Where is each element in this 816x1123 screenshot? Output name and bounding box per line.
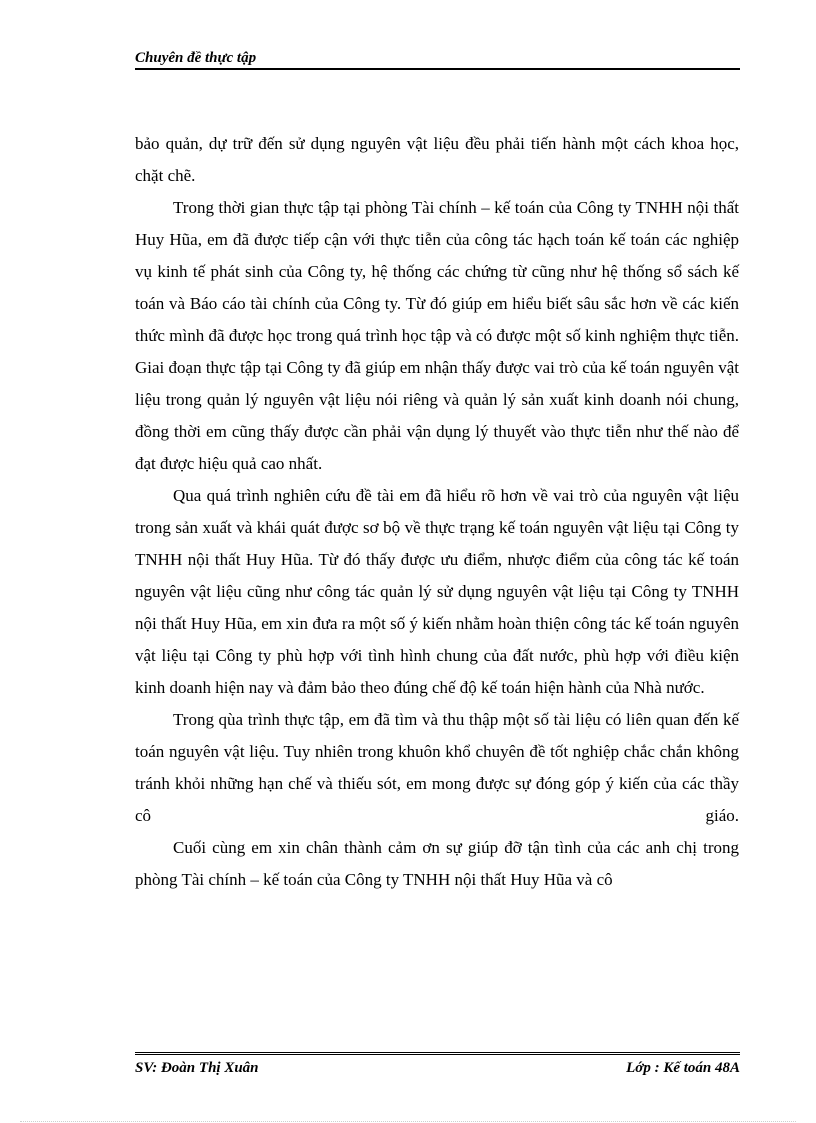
paragraph-internship: Trong thời gian thực tập tại phòng Tài chính – kế toán của Công ty TNHH nội thất Huy Hũa, em đã được tiếp cận với thực tiễn của công tác hạch toán kế toán các nghiệp vụ kinh tế phát sinh của Công ty, hệ thống các chứng từ cũng như hệ thống sổ sách kế toán và Báo cáo tài chính của Công ty. Từ đó giúp em hiểu biết sâu sắc hơn về các kiến thức mình đã được học trong quá trình học tập và có được một số kinh nghiệm thực tiễn. Giai đoạn thực tập tại Công ty đã giúp em nhận thấy được vai trò của kế toán nguyên vật liệu trong quản lý nguyên vật liệu nói riêng và quản lý sản xuất kinh doanh nói chung, đồng thời em cũng thấy được cần phải vận dụng lý thuyết vào thực tiễn như thế nào để đạt được hiệu quả cao nhất. — [135, 198, 739, 473]
paragraph-research: Qua quá trình nghiên cứu đề tài em đã hiểu rõ hơn về vai trò của nguyên vật liệu trong sản xuất và khái quát được sơ bộ về thực trạng kế toán nguyên vật liệu tại Công ty TNHH nội thất Huy Hũa. Từ đó thấy được ưu điểm, nhược điểm của công tác kế toán nguyên vật liệu cũng như công tác quản lý sử dụng nguyên vật liệu tại Công ty TNHH nội thất Huy Hũa, em xin đưa ra một số ý kiến nhằm hoàn thiện công tác kế toán nguyên vật liệu tại Công ty phù hợp với tình hình chung của đất nước, phù hợp với điều kiện kinh doanh hiện nay và đảm bảo theo đúng chế độ kế toán hiện hành của Nhà nước. — [135, 486, 739, 697]
paragraph-limitations: Trong qùa trình thực tập, em đã tìm và thu thập một số tài liệu có liên quan đến kế toán nguyên vật liệu. Tuy nhiên trong khuôn khổ chuyên đề tốt nghiệp chắc chắn không tránh khỏi những hạn chế và thiếu sót, em mong được sự đóng góp ý kiến của các thầy cô giáo. — [135, 710, 739, 825]
document-body — [135, 128, 739, 896]
page-footer — [135, 1058, 740, 1078]
page-bottom-edge — [20, 1121, 796, 1122]
footer-student-name: SV: Đoàn Thị Xuân — [135, 1060, 259, 1076]
header-divider — [135, 68, 740, 70]
page-header-title: Chuyên đề thực tập — [135, 50, 257, 66]
paragraph-thanks: Cuối cùng em xin chân thành cảm ơn sự giúp đỡ tận tình của các anh chị trong phòng Tài chính – kế toán của Công ty TNHH nội thất Huy Hũa và cô — [135, 838, 739, 889]
paragraph-continued: bảo quản, dự trữ đến sử dụng nguyên vật liệu đều phải tiến hành một cách khoa học, chặt chẽ. — [135, 134, 739, 185]
footer-class-name: Lớp : Kế toán 48A — [626, 1060, 740, 1076]
